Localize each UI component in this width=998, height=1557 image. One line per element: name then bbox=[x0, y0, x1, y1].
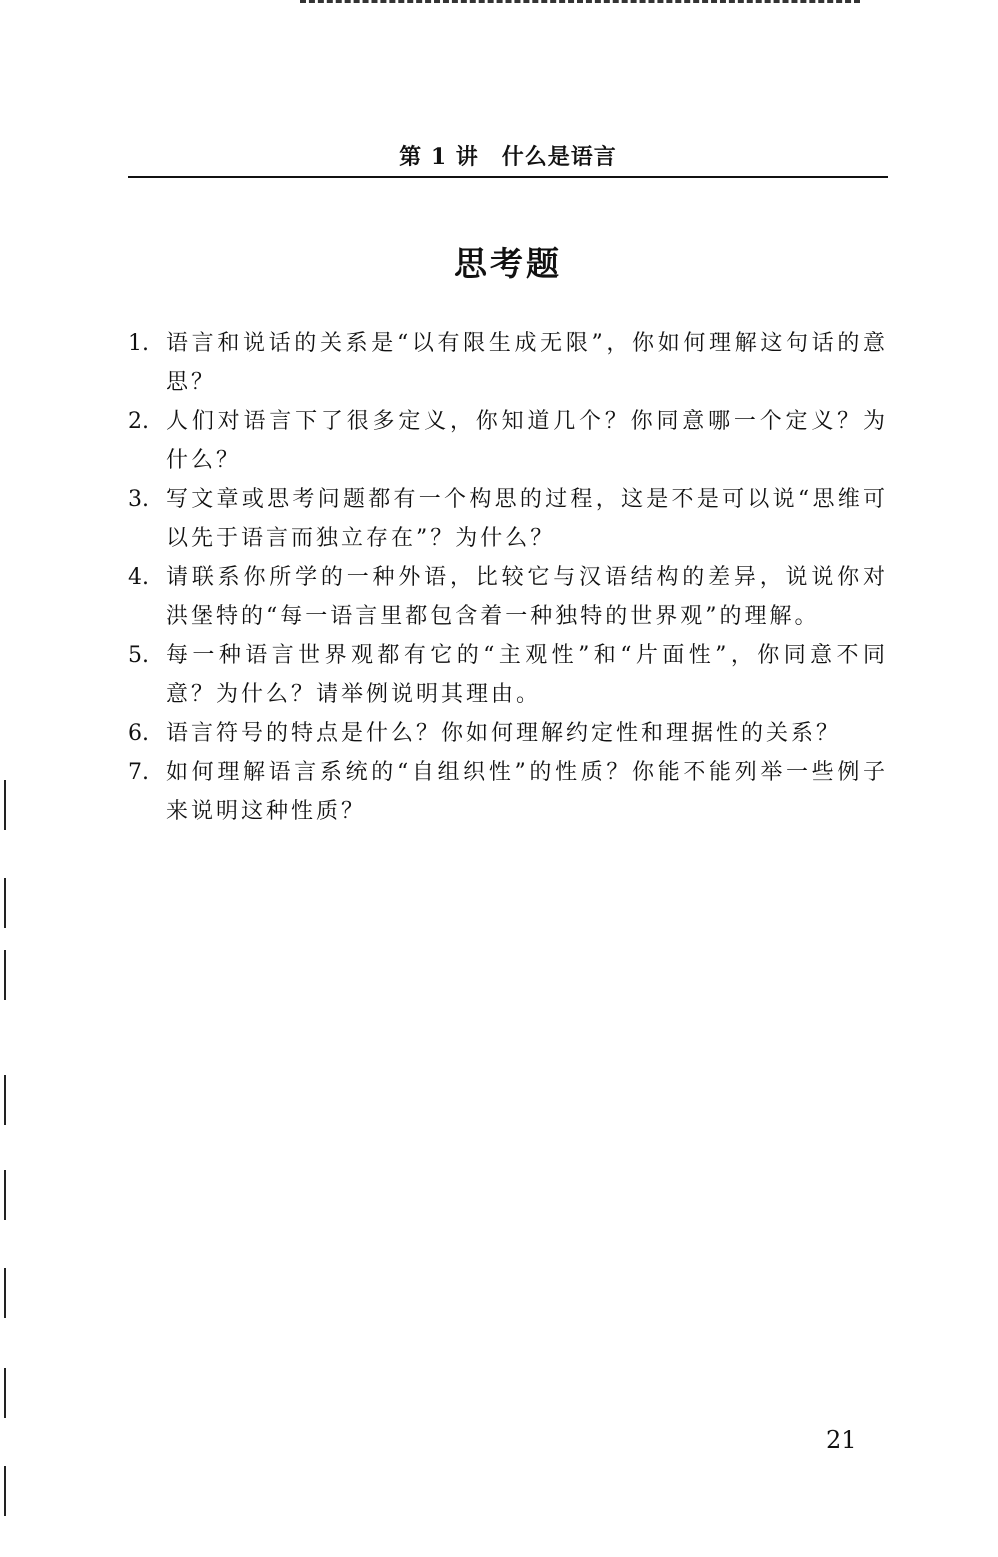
scan-edge-mark bbox=[4, 1170, 6, 1220]
scan-edge-mark bbox=[4, 1368, 6, 1418]
question-text: 如何理解语言系统的“自组织性”的性质？你能不能列举一些例子来说明这种性质？ bbox=[166, 760, 888, 824]
question-number: 6. bbox=[128, 721, 149, 746]
page-number: 21 bbox=[826, 1426, 857, 1454]
question-item bbox=[128, 402, 888, 480]
scan-edge-mark bbox=[4, 780, 6, 830]
question-number: 5. bbox=[128, 643, 149, 668]
question-number: 4. bbox=[128, 565, 149, 590]
question-text: 请联系你所学的一种外语，比较它与汉语结构的差异，说说你对洪堡特的“每一语言里都包含着一种独特的世界观”的理解。 bbox=[166, 565, 888, 629]
question-number: 7. bbox=[128, 760, 149, 785]
question-text: 语言符号的特点是什么？你如何理解约定性和理据性的关系？ bbox=[166, 721, 842, 746]
question-item bbox=[128, 324, 888, 402]
scan-edge-mark bbox=[4, 1268, 6, 1318]
header-rule bbox=[128, 176, 888, 178]
question-item bbox=[128, 480, 888, 558]
question-text: 写文章或思考问题都有一个构思的过程，这是不是可以说“思维可以先于语言而独立存在”？为什么？ bbox=[166, 487, 888, 551]
question-text: 语言和说话的关系是“以有限生成无限”，你如何理解这句话的意思？ bbox=[166, 331, 888, 395]
scan-top-rule bbox=[300, 0, 860, 8]
scan-edge-mark bbox=[4, 878, 6, 928]
scan-edge-mark bbox=[4, 1466, 6, 1516]
question-item bbox=[128, 714, 888, 753]
question-item bbox=[128, 753, 888, 831]
question-text: 每一种语言世界观都有它的“主观性”和“片面性”，你同意不同意？为什么？请举例说明其理由。 bbox=[166, 643, 888, 707]
question-item bbox=[128, 558, 888, 636]
question-number: 1. bbox=[128, 331, 149, 356]
question-number: 3. bbox=[128, 487, 149, 512]
scan-edge-mark bbox=[4, 1075, 6, 1125]
question-number: 2. bbox=[128, 409, 149, 434]
question-item bbox=[128, 636, 888, 714]
running-head: 第 1 讲 什么是语言 bbox=[399, 144, 617, 170]
scan-edge-mark bbox=[4, 950, 6, 1000]
question-list bbox=[128, 324, 888, 831]
question-text: 人们对语言下了很多定义，你知道几个？你同意哪一个定义？为什么？ bbox=[166, 409, 888, 473]
section-title: 思考题 bbox=[454, 244, 562, 283]
